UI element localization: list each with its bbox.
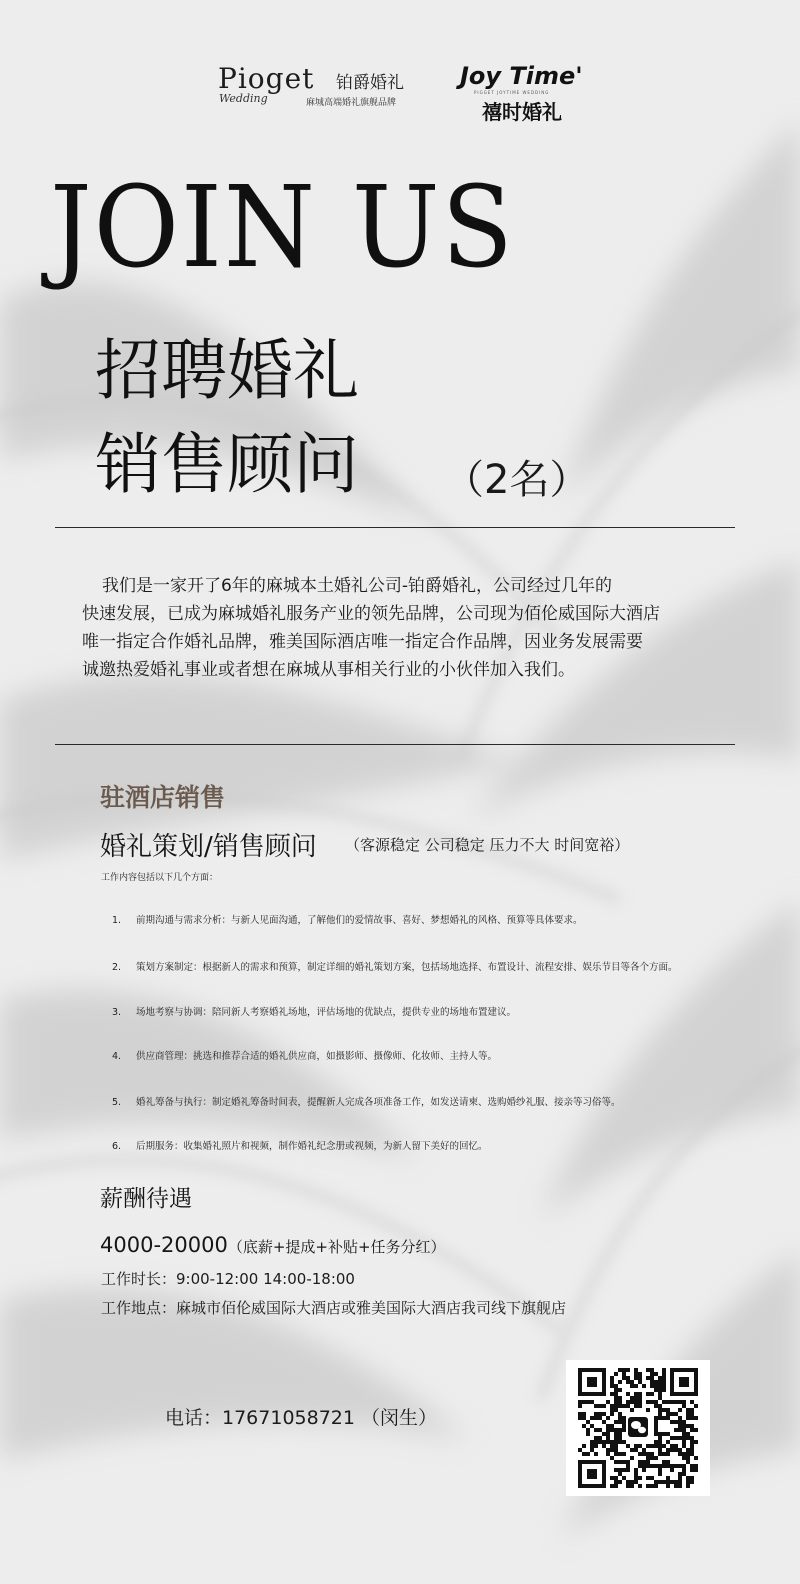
wechat-icon — [626, 1415, 650, 1439]
pioget-logo-word: Pioget — [218, 62, 315, 95]
duty-item: 5. 婚礼筹备与执行：制定婚礼筹备时间表，提醒新人完成各项准备工作，如发送请柬、选购婚纱礼服、接亲等习俗等。 — [112, 1097, 621, 1108]
intro-line: 诚邀热爱婚礼事业或者想在麻城从事相关行业的小伙伴加入我们。 — [82, 660, 575, 680]
qr-code-pattern — [566, 1360, 710, 1496]
role-note: （客源稳定 公司稳定 压力不大 时间宽裕） — [345, 836, 630, 854]
salary-heading: 薪酬待遇 — [100, 1186, 192, 1212]
salary-detail: （底薪+提成+补贴+任务分红） — [227, 1238, 446, 1256]
work-hours: 工作时长：9:00-12:00 14:00-18:00 — [101, 1270, 355, 1288]
joytime-logo-chinese: 禧时婚礼 — [482, 100, 562, 124]
duties-intro: 工作内容包括以下几个方面： — [101, 873, 219, 883]
recruit-title-line1: 招聘婚礼 — [95, 332, 359, 409]
duty-item: 1. 前期沟通与需求分析：与新人见面沟通，了解他们的爱情故事、喜好、梦想婚礼的风格、预算等具体要求。 — [112, 915, 583, 926]
duty-item: 3. 场地考察与协调：陪同新人考察婚礼场地，评估场地的优缺点，提供专业的场地布置建议。 — [112, 1007, 517, 1018]
salary-range — [100, 1233, 446, 1257]
recruit-title-line2: 销售顾问 — [95, 426, 359, 503]
headcount: （2名） — [444, 457, 590, 503]
joytime-logo-word: Joy Time' — [460, 62, 583, 90]
intro-line: 快速发展，已成为麻城婚礼服务产业的领先品牌，公司现为佰伦威国际大酒店 — [82, 604, 660, 624]
pioget-logo — [218, 62, 418, 110]
section-heading: 驻酒店销售 — [100, 783, 226, 812]
pioget-logo-wedding: Wedding — [219, 92, 268, 105]
divider-middle — [55, 744, 735, 745]
intro-line: 我们是一家开了6年的麻城本土婚礼公司-铂爵婚礼，公司经过几年的 — [102, 576, 612, 596]
joytime-logo-subtext: PIGGET JOYTIME WEDDING — [474, 90, 550, 95]
duty-item: 6. 后期服务：收集婚礼照片和视频，制作婚礼纪念册或视频，为新人留下美好的回忆。 — [112, 1141, 488, 1152]
joytime-logo — [460, 62, 610, 122]
qr-code[interactable] — [566, 1360, 710, 1496]
join-us-heading: JOIN US — [50, 163, 515, 293]
contact-phone: 电话：17671058721 （闵生） — [165, 1407, 438, 1429]
pioget-logo-chinese: 铂爵婚礼 — [336, 73, 404, 93]
work-location: 工作地点：麻城市佰伦威国际大酒店或雅美国际大酒店我司线下旗舰店 — [101, 1299, 567, 1317]
company-intro — [82, 572, 742, 684]
pioget-logo-tagline: 麻城高端婚礼旗舰品牌 — [306, 98, 397, 108]
duty-item: 4. 供应商管理：挑选和推荐合适的婚礼供应商，如摄影师、摄像师、化妆师、主持人等。 — [112, 1051, 498, 1062]
intro-line: 唯一指定合作婚礼品牌，雅美国际酒店唯一指定合作品牌，因业务发展需要 — [82, 632, 643, 652]
duty-item: 2. 策划方案制定：根据新人的需求和预算，制定详细的婚礼策划方案，包括场地选择、布置设计、流程安排、娱乐节目等各个方面。 — [112, 962, 678, 973]
divider-top — [55, 527, 735, 528]
role-title: 婚礼策划/销售顾问 — [100, 832, 317, 862]
salary-amount: 4000-20000 — [100, 1233, 228, 1257]
